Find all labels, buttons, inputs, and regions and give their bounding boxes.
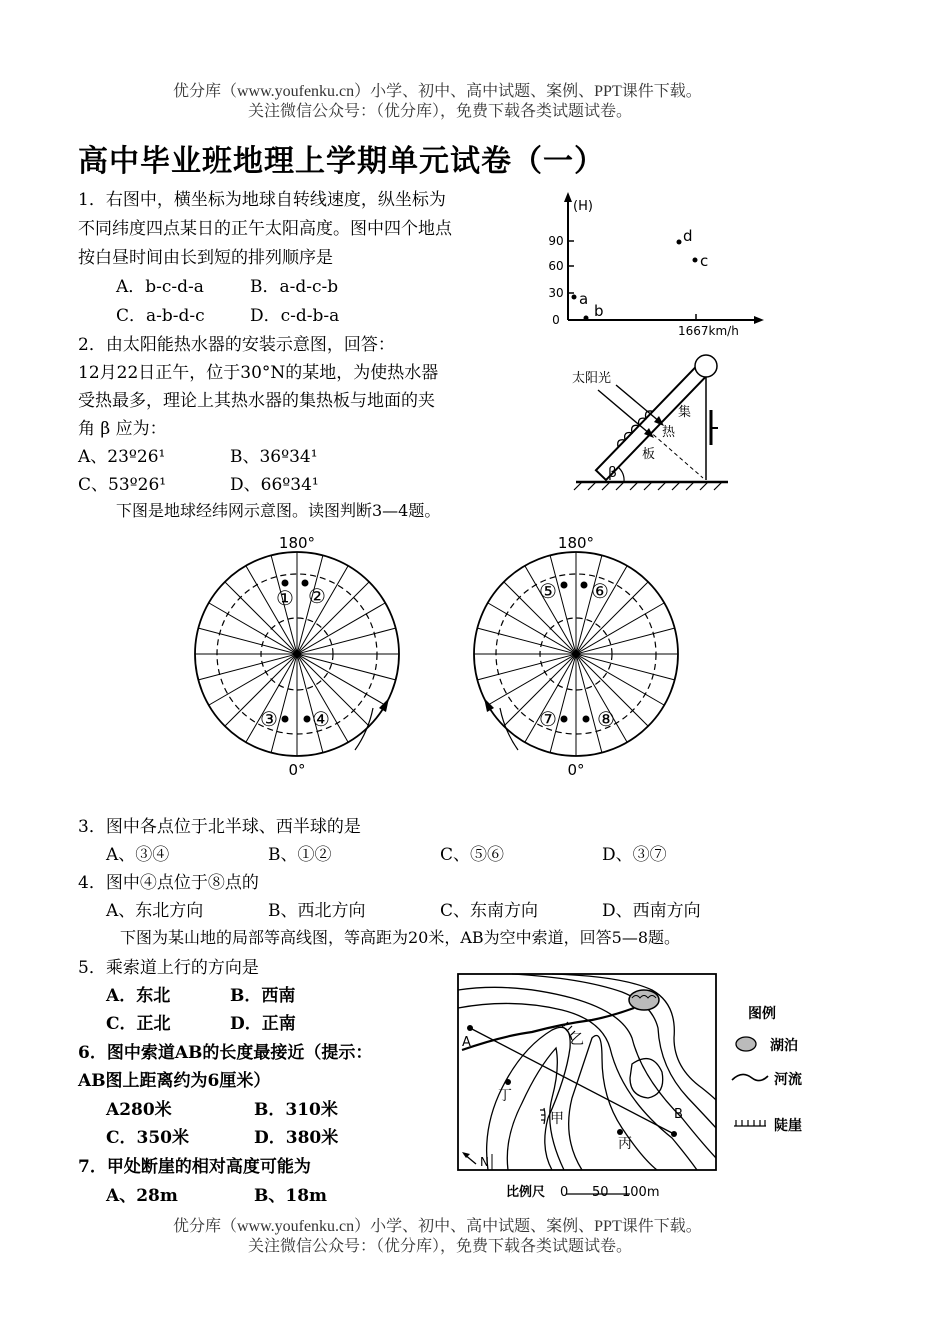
q6-option-c: C．350米 bbox=[106, 1128, 190, 1148]
q5-option-b: B．西南 bbox=[230, 986, 296, 1006]
point-7: ⑦ bbox=[539, 707, 557, 731]
point-3: ③ bbox=[260, 707, 278, 731]
point-b-label: b bbox=[594, 302, 604, 320]
legend-lake: 湖泊 bbox=[770, 1038, 798, 1054]
q5-stem: 5．乘索道上行的方向是 bbox=[78, 958, 259, 978]
q3-option-b: B、①② bbox=[268, 845, 332, 865]
topographic-map bbox=[452, 968, 822, 1204]
polar-map-left bbox=[185, 530, 415, 780]
label-180-right: 180° bbox=[557, 534, 595, 552]
legend-cliff: 陡崖 bbox=[774, 1118, 802, 1134]
q2-stem-line2: 12月22日正午，位于30°N的某地，为使热水器 bbox=[78, 363, 439, 383]
point-4: ④ bbox=[312, 707, 330, 731]
scale-50: 50 bbox=[592, 1185, 609, 1200]
tick-30: 30 bbox=[548, 286, 564, 300]
legend-river: 河流 bbox=[774, 1072, 802, 1088]
scale-label: 比例尺 bbox=[506, 1185, 546, 1200]
sunlight-label: 太阳光 bbox=[572, 371, 612, 386]
label-180-left: 180° bbox=[278, 534, 316, 552]
q2-option-d: D、66º34¹ bbox=[230, 475, 319, 495]
tick-60: 60 bbox=[548, 259, 564, 273]
point-d bbox=[677, 240, 682, 245]
q1-stem-line2: 不同纬度四点某日的正午太阳高度。图中四个地点 bbox=[78, 219, 452, 239]
point-d-label: d bbox=[683, 227, 693, 245]
q1-option-d: D．c-d-b-a bbox=[250, 306, 340, 326]
q6-stem-line1: 6．图中索道AB的长度最接近（提示： bbox=[78, 1043, 373, 1063]
point-2: ② bbox=[308, 584, 326, 608]
q3-stem: 3．图中各点位于北半球、西半球的是 bbox=[78, 817, 361, 837]
point-b bbox=[671, 1131, 677, 1137]
x-axis-arrow bbox=[754, 316, 764, 324]
q4-option-a: A、东北方向 bbox=[106, 901, 204, 921]
north-label: N bbox=[480, 1155, 489, 1169]
q4-option-b: B、西北方向 bbox=[268, 901, 366, 921]
q2-stem-line1: 2．由太阳能热水器的安装示意图，回答： bbox=[78, 335, 395, 355]
beta-label: β bbox=[608, 465, 617, 481]
tick-0: 0 bbox=[552, 313, 560, 327]
point-a-label: a bbox=[579, 290, 589, 308]
legend-title: 图例 bbox=[748, 1006, 776, 1022]
q7-option-b: B、18m bbox=[254, 1186, 328, 1206]
q1-stem-line3: 按白昼时间由长到短的排列顺序是 bbox=[78, 248, 333, 268]
q5-option-a: A．东北 bbox=[106, 986, 171, 1006]
page-title: 高中毕业班地理上学期单元试卷（一） bbox=[78, 144, 605, 179]
scale-100: 100m bbox=[622, 1185, 660, 1200]
polar-map-right bbox=[464, 530, 694, 780]
point-6: ⑥ bbox=[591, 579, 609, 603]
header-line-2: 关注微信公众号：（优分库），免费下载各类试题试卷。 bbox=[248, 103, 633, 120]
label-b: B bbox=[674, 1107, 683, 1122]
tick-90: 90 bbox=[548, 234, 564, 248]
legend-river-icon bbox=[732, 1074, 768, 1080]
q6-option-b: B．310米 bbox=[254, 1100, 338, 1120]
point-bing bbox=[617, 1129, 623, 1135]
q7-stem: 7．甲处断崖的相对高度可能为 bbox=[78, 1157, 311, 1177]
q2-option-b: B、36º34¹ bbox=[230, 447, 318, 467]
figure-solar-heater bbox=[568, 350, 758, 495]
q6-option-d: D．380米 bbox=[254, 1128, 339, 1148]
q1-option-c: C．a-b-d-c bbox=[116, 306, 205, 326]
figure-sun-height-chart bbox=[550, 190, 770, 340]
footer-line-1: 优分库（www.youfenku.cn）小学、初中、高中试题、案例、PPT课件下载。 bbox=[173, 1218, 702, 1235]
intro-q3-q4: 下图是地球经纬网示意图。读图判断3—4题。 bbox=[116, 501, 441, 520]
q2-stem-line4: 角 β 应为： bbox=[78, 419, 167, 439]
collector-char-3: 板 bbox=[642, 447, 656, 462]
q1-stem-line1: 1．右图中，横坐标为地球自转线速度，纵坐标为 bbox=[78, 190, 446, 210]
scale-0: 0 bbox=[560, 1185, 569, 1200]
label-yi: 乙 bbox=[570, 1032, 584, 1048]
q3-option-c: C、⑤⑥ bbox=[440, 845, 505, 865]
q5-option-d: D．正南 bbox=[230, 1014, 296, 1034]
q5-option-c: C．正北 bbox=[106, 1014, 171, 1034]
point-c bbox=[693, 258, 698, 263]
q2-option-c: C、53º26¹ bbox=[78, 475, 167, 495]
sunray-2 bbox=[616, 385, 660, 422]
collector-char-2: 热 bbox=[662, 425, 676, 440]
q6-stem-line2: AB图上距离约为6厘米） bbox=[78, 1071, 271, 1091]
point-1: ① bbox=[276, 586, 294, 610]
q7-option-a: A、28m bbox=[106, 1186, 178, 1206]
sunray-1 bbox=[598, 390, 650, 434]
point-5: ⑤ bbox=[539, 579, 557, 603]
point-c-label: c bbox=[700, 252, 709, 270]
point-8: ⑧ bbox=[597, 707, 615, 731]
point-ding bbox=[505, 1079, 511, 1085]
label-bing: 丙 bbox=[618, 1136, 632, 1152]
water-tank bbox=[695, 355, 717, 377]
q4-option-d: D、西南方向 bbox=[602, 901, 701, 921]
legend-cliff-icon bbox=[734, 1120, 766, 1126]
dashed-line bbox=[648, 430, 703, 478]
q4-option-c: C、东南方向 bbox=[440, 901, 539, 921]
q6-option-a: A280米 bbox=[106, 1100, 172, 1120]
label-ding: 丁 bbox=[498, 1088, 512, 1104]
point-b bbox=[584, 316, 589, 321]
label-jia: 甲 bbox=[550, 1111, 564, 1127]
legend-lake-icon bbox=[736, 1037, 756, 1051]
intro-q5-q8: 下图为某山地的局部等高线图，等高距为20米，AB为空中索道，回答5—8题。 bbox=[120, 928, 681, 947]
q3-option-d: D、③⑦ bbox=[602, 845, 667, 865]
x-axis-label: 1667km/h bbox=[678, 324, 739, 338]
q2-stem-line3: 受热最多，理论上其热水器的集热板与地面的夹 bbox=[78, 391, 435, 411]
header-line-1: 优分库（www.youfenku.cn）小学、初中、高中试题、案例、PPT课件下载。 bbox=[173, 83, 702, 100]
label-0-left: 0° bbox=[288, 761, 306, 779]
collector-char-1: 集 bbox=[678, 405, 692, 420]
lake bbox=[629, 990, 659, 1010]
q4-stem: 4．图中④点位于⑧点的 bbox=[78, 873, 259, 893]
point-a bbox=[572, 295, 577, 300]
point-a bbox=[467, 1025, 473, 1031]
q1-option-a: A．b-c-d-a bbox=[116, 277, 204, 297]
q3-option-a: A、③④ bbox=[106, 845, 170, 865]
q2-option-a: A、23º26¹ bbox=[78, 447, 166, 467]
y-axis-label: (H) bbox=[573, 199, 593, 214]
q1-option-b: B．a-d-c-b bbox=[250, 277, 339, 297]
label-0-right: 0° bbox=[567, 761, 585, 779]
label-a: A bbox=[462, 1035, 471, 1050]
footer-line-2: 关注微信公众号：（优分库），免费下载各类试题试卷。 bbox=[248, 1238, 633, 1255]
y-axis-arrow bbox=[564, 192, 572, 202]
